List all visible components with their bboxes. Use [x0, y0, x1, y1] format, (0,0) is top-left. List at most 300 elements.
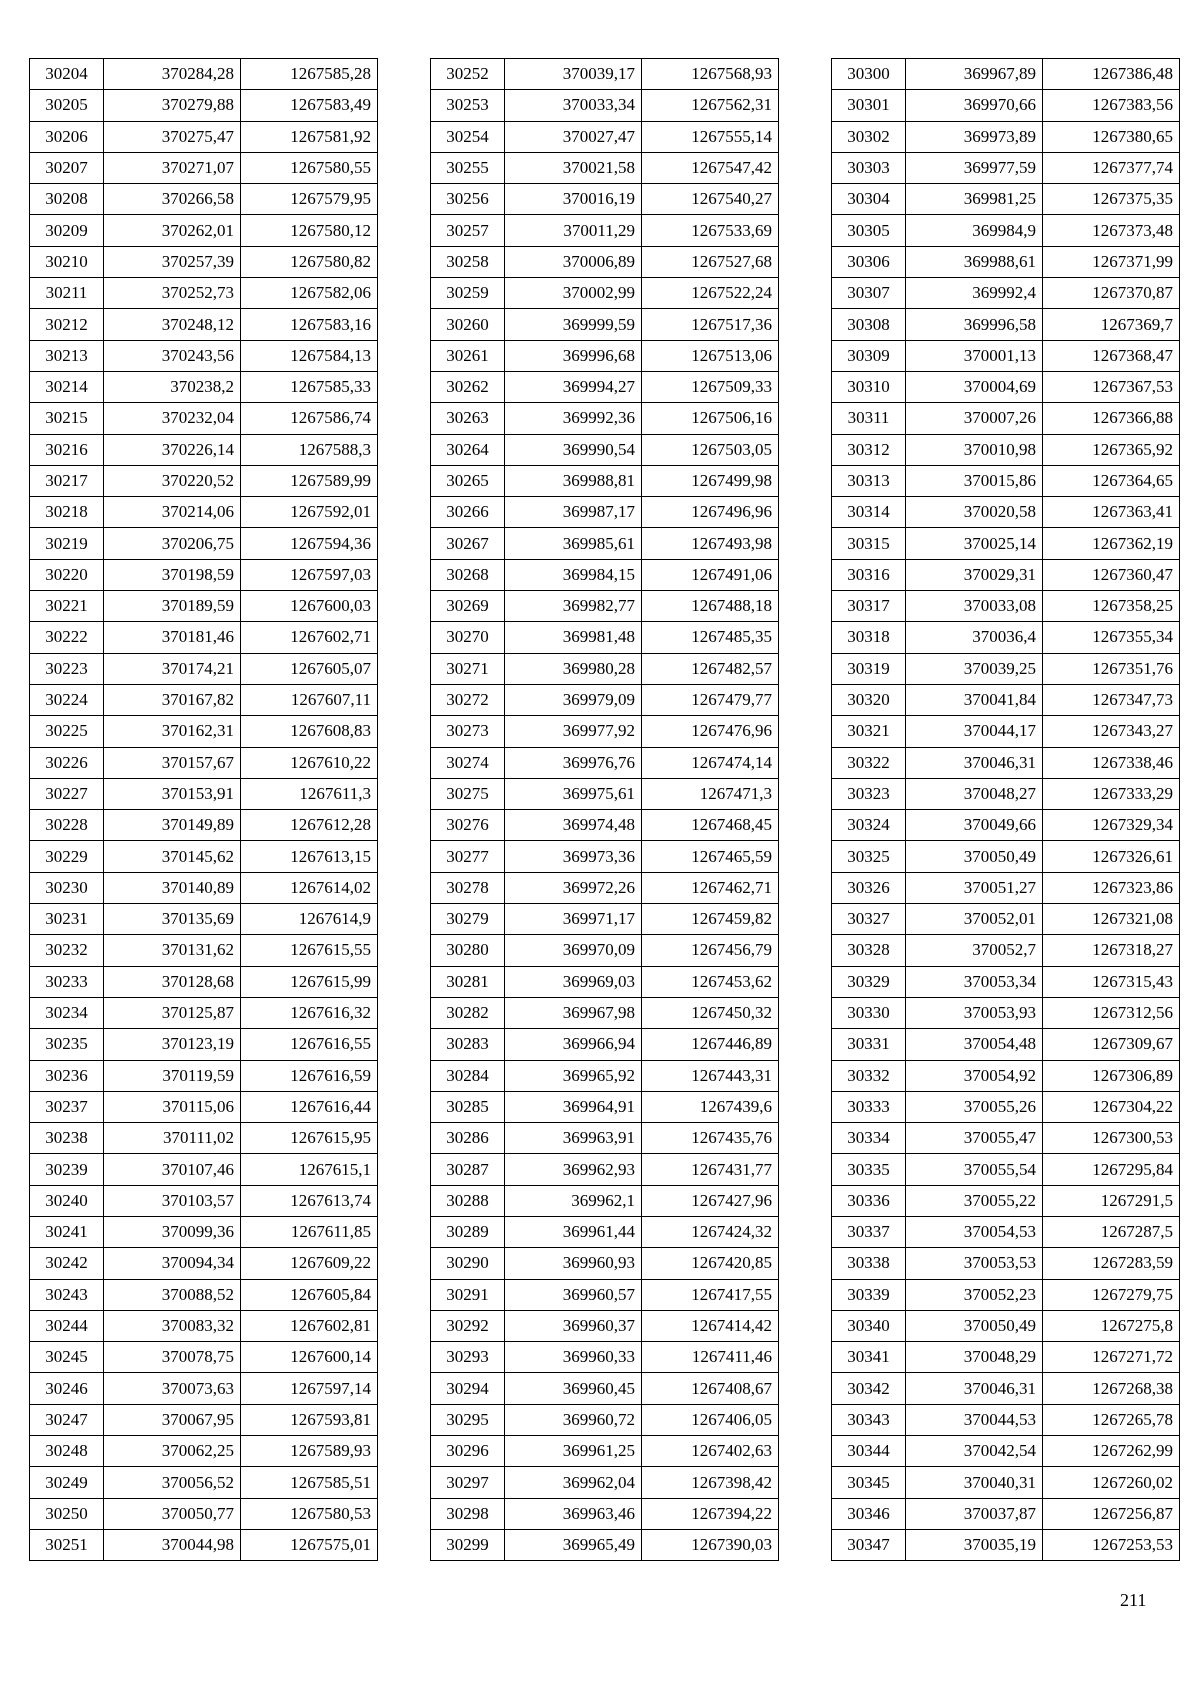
- point-number-cell: 30278: [431, 872, 505, 903]
- x-coordinate-cell: 369961,44: [505, 1216, 642, 1247]
- y-coordinate-cell: 1267600,14: [241, 1342, 378, 1373]
- table-row: [431, 121, 779, 152]
- point-number-cell: 30345: [832, 1467, 906, 1498]
- point-number-cell: 30329: [832, 966, 906, 997]
- x-coordinate-cell: 370099,36: [104, 1216, 241, 1247]
- table-row: [431, 904, 779, 935]
- x-coordinate-cell: 370053,93: [906, 997, 1043, 1028]
- table-row: [30, 1029, 378, 1060]
- table-row: [30, 1060, 378, 1091]
- x-coordinate-cell: 369962,93: [505, 1154, 642, 1185]
- y-coordinate-cell: 1267611,85: [241, 1216, 378, 1247]
- table-row: [832, 841, 1180, 872]
- y-coordinate-cell: 1267411,46: [642, 1342, 779, 1373]
- table-row: [30, 340, 378, 371]
- table-row: [30, 246, 378, 277]
- point-number-cell: 30266: [431, 497, 505, 528]
- y-coordinate-cell: 1267386,48: [1043, 59, 1180, 90]
- y-coordinate-cell: 1267408,67: [642, 1373, 779, 1404]
- table-row: [832, 622, 1180, 653]
- x-coordinate-cell: 369979,09: [505, 684, 642, 715]
- x-coordinate-cell: 370052,23: [906, 1279, 1043, 1310]
- y-coordinate-cell: 1267295,84: [1043, 1154, 1180, 1185]
- x-coordinate-cell: 370041,84: [906, 684, 1043, 715]
- y-coordinate-cell: 1267283,59: [1043, 1248, 1180, 1279]
- point-number-cell: 30332: [832, 1060, 906, 1091]
- x-coordinate-cell: 370053,34: [906, 966, 1043, 997]
- point-number-cell: 30331: [832, 1029, 906, 1060]
- x-coordinate-cell: 370053,53: [906, 1248, 1043, 1279]
- point-number-cell: 30304: [832, 184, 906, 215]
- y-coordinate-cell: 1267326,61: [1043, 841, 1180, 872]
- y-coordinate-cell: 1267402,63: [642, 1436, 779, 1467]
- y-coordinate-cell: 1267268,38: [1043, 1373, 1180, 1404]
- x-coordinate-cell: 369990,54: [505, 434, 642, 465]
- y-coordinate-cell: 1267435,76: [642, 1123, 779, 1154]
- table-row: [431, 872, 779, 903]
- point-number-cell: 30285: [431, 1091, 505, 1122]
- point-number-cell: 30334: [832, 1123, 906, 1154]
- x-coordinate-cell: 370149,89: [104, 810, 241, 841]
- point-number-cell: 30320: [832, 684, 906, 715]
- y-coordinate-cell: 1267427,96: [642, 1185, 779, 1216]
- x-coordinate-cell: 369999,59: [505, 309, 642, 340]
- x-coordinate-cell: 369985,61: [505, 528, 642, 559]
- point-number-cell: 30256: [431, 184, 505, 215]
- x-coordinate-cell: 369962,04: [505, 1467, 642, 1498]
- point-number-cell: 30302: [832, 121, 906, 152]
- y-coordinate-cell: 1267503,05: [642, 434, 779, 465]
- x-coordinate-cell: 370284,28: [104, 59, 241, 90]
- y-coordinate-cell: 1267368,47: [1043, 340, 1180, 371]
- y-coordinate-cell: 1267358,25: [1043, 591, 1180, 622]
- table-row: [431, 559, 779, 590]
- y-coordinate-cell: 1267398,42: [642, 1467, 779, 1498]
- y-coordinate-cell: 1267260,02: [1043, 1467, 1180, 1498]
- y-coordinate-cell: 1267323,86: [1043, 872, 1180, 903]
- table-row: [431, 1029, 779, 1060]
- x-coordinate-cell: 370049,66: [906, 810, 1043, 841]
- point-number-cell: 30247: [30, 1404, 104, 1435]
- x-coordinate-cell: 370262,01: [104, 215, 241, 246]
- table-row: [431, 716, 779, 747]
- y-coordinate-cell: 1267373,48: [1043, 215, 1180, 246]
- table-row: [832, 1279, 1180, 1310]
- table-row: [431, 1529, 779, 1560]
- table-row: [30, 810, 378, 841]
- table-row: [30, 1154, 378, 1185]
- x-coordinate-cell: 369960,57: [505, 1279, 642, 1310]
- point-number-cell: 30338: [832, 1248, 906, 1279]
- y-coordinate-cell: 1267611,3: [241, 778, 378, 809]
- y-coordinate-cell: 1267616,59: [241, 1060, 378, 1091]
- x-coordinate-cell: 369992,4: [906, 278, 1043, 309]
- x-coordinate-cell: 369960,45: [505, 1373, 642, 1404]
- table-row: [30, 278, 378, 309]
- y-coordinate-cell: 1267602,81: [241, 1310, 378, 1341]
- table-row: [431, 935, 779, 966]
- y-coordinate-cell: 1267355,34: [1043, 622, 1180, 653]
- table-row: [832, 1029, 1180, 1060]
- coordinates-table-2: [430, 58, 779, 1561]
- y-coordinate-cell: 1267300,53: [1043, 1123, 1180, 1154]
- point-number-cell: 30324: [832, 810, 906, 841]
- y-coordinate-cell: 1267380,65: [1043, 121, 1180, 152]
- x-coordinate-cell: 369960,93: [505, 1248, 642, 1279]
- y-coordinate-cell: 1267315,43: [1043, 966, 1180, 997]
- x-coordinate-cell: 370078,75: [104, 1342, 241, 1373]
- table-row: [431, 841, 779, 872]
- point-number-cell: 30240: [30, 1185, 104, 1216]
- y-coordinate-cell: 1267482,57: [642, 653, 779, 684]
- table-row: [431, 1310, 779, 1341]
- x-coordinate-cell: 370214,06: [104, 497, 241, 528]
- x-coordinate-cell: 369963,91: [505, 1123, 642, 1154]
- table-row: [30, 497, 378, 528]
- x-coordinate-cell: 370052,7: [906, 935, 1043, 966]
- table-row: [30, 997, 378, 1028]
- x-coordinate-cell: 370271,07: [104, 152, 241, 183]
- y-coordinate-cell: 1267540,27: [642, 184, 779, 215]
- table-row: [431, 215, 779, 246]
- table-row: [431, 340, 779, 371]
- point-number-cell: 30249: [30, 1467, 104, 1498]
- x-coordinate-cell: 370232,04: [104, 403, 241, 434]
- y-coordinate-cell: 1267533,69: [642, 215, 779, 246]
- x-coordinate-cell: 370103,57: [104, 1185, 241, 1216]
- y-coordinate-cell: 1267367,53: [1043, 371, 1180, 402]
- y-coordinate-cell: 1267420,85: [642, 1248, 779, 1279]
- y-coordinate-cell: 1267369,7: [1043, 309, 1180, 340]
- point-number-cell: 30344: [832, 1436, 906, 1467]
- y-coordinate-cell: 1267605,07: [241, 653, 378, 684]
- table-row: [30, 152, 378, 183]
- x-coordinate-cell: 370140,89: [104, 872, 241, 903]
- point-number-cell: 30274: [431, 747, 505, 778]
- table-row: [832, 1154, 1180, 1185]
- point-number-cell: 30322: [832, 747, 906, 778]
- x-coordinate-cell: 370002,99: [505, 278, 642, 309]
- point-number-cell: 30347: [832, 1529, 906, 1560]
- y-coordinate-cell: 1267471,3: [642, 778, 779, 809]
- point-number-cell: 30254: [431, 121, 505, 152]
- point-number-cell: 30269: [431, 591, 505, 622]
- point-number-cell: 30233: [30, 966, 104, 997]
- y-coordinate-cell: 1267588,3: [241, 434, 378, 465]
- x-coordinate-cell: 370016,19: [505, 184, 642, 215]
- table-row: [431, 1279, 779, 1310]
- point-number-cell: 30282: [431, 997, 505, 1028]
- y-coordinate-cell: 1267450,32: [642, 997, 779, 1028]
- point-number-cell: 30333: [832, 1091, 906, 1122]
- table-row: [30, 1123, 378, 1154]
- x-coordinate-cell: 369996,68: [505, 340, 642, 371]
- point-number-cell: 30319: [832, 653, 906, 684]
- table-row: [30, 528, 378, 559]
- x-coordinate-cell: 370198,59: [104, 559, 241, 590]
- point-number-cell: 30263: [431, 403, 505, 434]
- table-row: [30, 653, 378, 684]
- point-number-cell: 30288: [431, 1185, 505, 1216]
- point-number-cell: 30242: [30, 1248, 104, 1279]
- x-coordinate-cell: 370248,12: [104, 309, 241, 340]
- table-row: [431, 184, 779, 215]
- y-coordinate-cell: 1267602,71: [241, 622, 378, 653]
- point-number-cell: 30257: [431, 215, 505, 246]
- point-number-cell: 30295: [431, 1404, 505, 1435]
- x-coordinate-cell: 369992,36: [505, 403, 642, 434]
- x-coordinate-cell: 369966,94: [505, 1029, 642, 1060]
- y-coordinate-cell: 1267406,05: [642, 1404, 779, 1435]
- point-number-cell: 30289: [431, 1216, 505, 1247]
- table-row: [832, 997, 1180, 1028]
- x-coordinate-cell: 370048,29: [906, 1342, 1043, 1373]
- y-coordinate-cell: 1267575,01: [241, 1529, 378, 1560]
- point-number-cell: 30241: [30, 1216, 104, 1247]
- table-row: [832, 371, 1180, 402]
- x-coordinate-cell: 370226,14: [104, 434, 241, 465]
- point-number-cell: 30244: [30, 1310, 104, 1341]
- x-coordinate-cell: 370046,31: [906, 747, 1043, 778]
- point-number-cell: 30232: [30, 935, 104, 966]
- table-row: [832, 465, 1180, 496]
- point-number-cell: 30271: [431, 653, 505, 684]
- y-coordinate-cell: 1267555,14: [642, 121, 779, 152]
- table-row: [30, 966, 378, 997]
- point-number-cell: 30293: [431, 1342, 505, 1373]
- x-coordinate-cell: 370039,25: [906, 653, 1043, 684]
- y-coordinate-cell: 1267568,93: [642, 59, 779, 90]
- x-coordinate-cell: 370266,58: [104, 184, 241, 215]
- x-coordinate-cell: 370001,13: [906, 340, 1043, 371]
- table-row: [431, 997, 779, 1028]
- x-coordinate-cell: 370131,62: [104, 935, 241, 966]
- table-row: [431, 246, 779, 277]
- coordinates-table-3: [831, 58, 1180, 1561]
- y-coordinate-cell: 1267377,74: [1043, 152, 1180, 183]
- x-coordinate-cell: 370010,98: [906, 434, 1043, 465]
- point-number-cell: 30267: [431, 528, 505, 559]
- point-number-cell: 30341: [832, 1342, 906, 1373]
- y-coordinate-cell: 1267583,49: [241, 90, 378, 121]
- table-row: [30, 872, 378, 903]
- y-coordinate-cell: 1267485,35: [642, 622, 779, 653]
- point-number-cell: 30301: [832, 90, 906, 121]
- table-row: [832, 1310, 1180, 1341]
- table-row: [431, 497, 779, 528]
- y-coordinate-cell: 1267547,42: [642, 152, 779, 183]
- point-number-cell: 30313: [832, 465, 906, 496]
- point-number-cell: 30291: [431, 1279, 505, 1310]
- point-number-cell: 30245: [30, 1342, 104, 1373]
- point-number-cell: 30261: [431, 340, 505, 371]
- table-row: [30, 747, 378, 778]
- point-number-cell: 30306: [832, 246, 906, 277]
- point-number-cell: 30220: [30, 559, 104, 590]
- point-number-cell: 30268: [431, 559, 505, 590]
- point-number-cell: 30335: [832, 1154, 906, 1185]
- point-number-cell: 30305: [832, 215, 906, 246]
- y-coordinate-cell: 1267614,02: [241, 872, 378, 903]
- table-row: [431, 434, 779, 465]
- point-number-cell: 30339: [832, 1279, 906, 1310]
- x-coordinate-cell: 370162,31: [104, 716, 241, 747]
- y-coordinate-cell: 1267592,01: [241, 497, 378, 528]
- point-number-cell: 30272: [431, 684, 505, 715]
- point-number-cell: 30218: [30, 497, 104, 528]
- table-row: [832, 591, 1180, 622]
- point-number-cell: 30262: [431, 371, 505, 402]
- y-coordinate-cell: 1267597,14: [241, 1373, 378, 1404]
- point-number-cell: 30276: [431, 810, 505, 841]
- table-row: [30, 403, 378, 434]
- table-row: [832, 1342, 1180, 1373]
- table-row: [832, 434, 1180, 465]
- table-row: [30, 465, 378, 496]
- x-coordinate-cell: 370036,4: [906, 622, 1043, 653]
- table-row: [832, 1091, 1180, 1122]
- x-coordinate-cell: 369971,17: [505, 904, 642, 935]
- point-number-cell: 30246: [30, 1373, 104, 1404]
- y-coordinate-cell: 1267499,98: [642, 465, 779, 496]
- y-coordinate-cell: 1267605,84: [241, 1279, 378, 1310]
- y-coordinate-cell: 1267585,28: [241, 59, 378, 90]
- point-number-cell: 30212: [30, 309, 104, 340]
- x-coordinate-cell: 370046,31: [906, 1373, 1043, 1404]
- table-row: [431, 1342, 779, 1373]
- x-coordinate-cell: 370027,47: [505, 121, 642, 152]
- table-row: [832, 966, 1180, 997]
- y-coordinate-cell: 1267586,74: [241, 403, 378, 434]
- y-coordinate-cell: 1267431,77: [642, 1154, 779, 1185]
- y-coordinate-cell: 1267582,06: [241, 278, 378, 309]
- table-row: [431, 371, 779, 402]
- y-coordinate-cell: 1267609,22: [241, 1248, 378, 1279]
- table-row: [30, 59, 378, 90]
- x-coordinate-cell: 370044,53: [906, 1404, 1043, 1435]
- x-coordinate-cell: 370238,2: [104, 371, 241, 402]
- x-coordinate-cell: 370189,59: [104, 591, 241, 622]
- x-coordinate-cell: 370055,54: [906, 1154, 1043, 1185]
- table-row: [431, 778, 779, 809]
- table-row: [30, 1091, 378, 1122]
- x-coordinate-cell: 370115,06: [104, 1091, 241, 1122]
- table-row: [832, 1373, 1180, 1404]
- point-number-cell: 30231: [30, 904, 104, 935]
- table-row: [832, 152, 1180, 183]
- table-row: [431, 1467, 779, 1498]
- point-number-cell: 30343: [832, 1404, 906, 1435]
- point-number-cell: 30229: [30, 841, 104, 872]
- table-row: [832, 528, 1180, 559]
- table-row: [832, 1404, 1180, 1435]
- point-number-cell: 30275: [431, 778, 505, 809]
- point-number-cell: 30337: [832, 1216, 906, 1247]
- table-row: [832, 778, 1180, 809]
- x-coordinate-cell: 370128,68: [104, 966, 241, 997]
- point-number-cell: 30279: [431, 904, 505, 935]
- table-row: [30, 1248, 378, 1279]
- x-coordinate-cell: 369967,89: [906, 59, 1043, 90]
- y-coordinate-cell: 1267443,31: [642, 1060, 779, 1091]
- point-number-cell: 30211: [30, 278, 104, 309]
- y-coordinate-cell: 1267363,41: [1043, 497, 1180, 528]
- point-number-cell: 30217: [30, 465, 104, 496]
- y-coordinate-cell: 1267580,12: [241, 215, 378, 246]
- x-coordinate-cell: 370021,58: [505, 152, 642, 183]
- x-coordinate-cell: 370055,47: [906, 1123, 1043, 1154]
- point-number-cell: 30325: [832, 841, 906, 872]
- x-coordinate-cell: 370015,86: [906, 465, 1043, 496]
- point-number-cell: 30248: [30, 1436, 104, 1467]
- table-row: [30, 1279, 378, 1310]
- x-coordinate-cell: 369965,92: [505, 1060, 642, 1091]
- point-number-cell: 30316: [832, 559, 906, 590]
- table-row: [431, 622, 779, 653]
- x-coordinate-cell: 369960,72: [505, 1404, 642, 1435]
- point-number-cell: 30228: [30, 810, 104, 841]
- y-coordinate-cell: 1267456,79: [642, 935, 779, 966]
- x-coordinate-cell: 370004,69: [906, 371, 1043, 402]
- point-number-cell: 30225: [30, 716, 104, 747]
- x-coordinate-cell: 370067,95: [104, 1404, 241, 1435]
- x-coordinate-cell: 369974,48: [505, 810, 642, 841]
- page-number: 211: [1120, 1590, 1147, 1610]
- table-row: [431, 1498, 779, 1529]
- point-number-cell: 30283: [431, 1029, 505, 1060]
- x-coordinate-cell: 369970,09: [505, 935, 642, 966]
- y-coordinate-cell: 1267318,27: [1043, 935, 1180, 966]
- x-coordinate-cell: 370050,49: [906, 841, 1043, 872]
- point-number-cell: 30216: [30, 434, 104, 465]
- table-row: [30, 841, 378, 872]
- x-coordinate-cell: 370007,26: [906, 403, 1043, 434]
- y-coordinate-cell: 1267615,95: [241, 1123, 378, 1154]
- y-coordinate-cell: 1267585,33: [241, 371, 378, 402]
- table-row: [832, 121, 1180, 152]
- table-row: [431, 591, 779, 622]
- y-coordinate-cell: 1267580,55: [241, 152, 378, 183]
- point-number-cell: 30327: [832, 904, 906, 935]
- y-coordinate-cell: 1267613,74: [241, 1185, 378, 1216]
- point-number-cell: 30299: [431, 1529, 505, 1560]
- x-coordinate-cell: 370111,02: [104, 1123, 241, 1154]
- point-number-cell: 30346: [832, 1498, 906, 1529]
- x-coordinate-cell: 370042,54: [906, 1436, 1043, 1467]
- y-coordinate-cell: 1267465,59: [642, 841, 779, 872]
- table-row: [30, 684, 378, 715]
- x-coordinate-cell: 369980,28: [505, 653, 642, 684]
- x-coordinate-cell: 369967,98: [505, 997, 642, 1028]
- x-coordinate-cell: 370181,46: [104, 622, 241, 653]
- point-number-cell: 30238: [30, 1123, 104, 1154]
- table-row: [431, 1060, 779, 1091]
- x-coordinate-cell: 370039,17: [505, 59, 642, 90]
- x-coordinate-cell: 370123,19: [104, 1029, 241, 1060]
- point-number-cell: 30234: [30, 997, 104, 1028]
- x-coordinate-cell: 370094,34: [104, 1248, 241, 1279]
- y-coordinate-cell: 1267580,82: [241, 246, 378, 277]
- table-row: [832, 684, 1180, 715]
- table-row: [30, 622, 378, 653]
- y-coordinate-cell: 1267600,03: [241, 591, 378, 622]
- x-coordinate-cell: 370048,27: [906, 778, 1043, 809]
- point-number-cell: 30235: [30, 1029, 104, 1060]
- table-row: [30, 904, 378, 935]
- table-row: [832, 309, 1180, 340]
- y-coordinate-cell: 1267614,9: [241, 904, 378, 935]
- y-coordinate-cell: 1267394,22: [642, 1498, 779, 1529]
